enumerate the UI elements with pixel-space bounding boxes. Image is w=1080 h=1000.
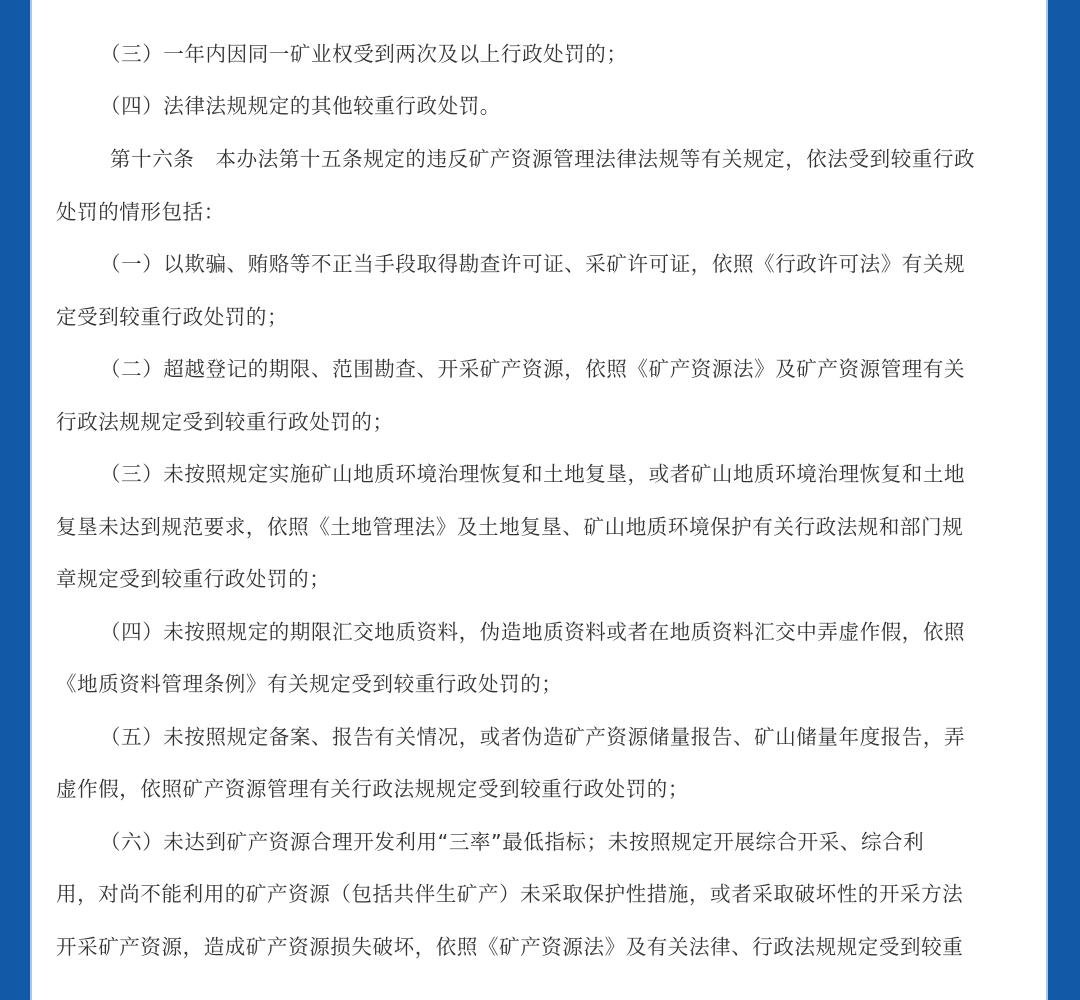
paragraph-line: 定受到较重行政处罚的； [56,305,289,329]
paragraph-line: 复垦未达到规范要求，依照《土地管理法》及土地复垦、矿山地质环境保护有关行政法规和部门规 [56,515,964,539]
paragraph-line: 章规定受到较重行政处罚的； [56,567,331,591]
paragraph-line: （三）未按照规定实施矿山地质环境治理恢复和土地复垦，或者矿山地质环境治理恢复和土地 [100,462,966,486]
paragraph-line: 处罚的情形包括： [56,200,225,224]
paragraph-line: （四）未按照规定的期限汇交地质资料，伪造地质资料或者在地质资料汇交中弄虚作假，依照 [100,620,966,644]
paragraph-line: （一）以欺骗、贿赂等不正当手段取得勘查许可证、采矿许可证，依照《行政许可法》有关规 [100,252,966,276]
paragraph-line: 虚作假，依照矿产资源管理有关行政法规规定受到较重行政处罚的； [56,777,689,801]
paragraph-line: （六）未达到矿产资源合理开发利用“三率”最低指标；未按照规定开展综合开采、综合利 [100,830,925,854]
paragraph-line: （三）一年内因同一矿业权受到两次及以上行政处罚的； [100,42,628,66]
paragraph-line: 行政法规规定受到较重行政处罚的； [56,410,394,434]
article-heading-line: 第十六条 本办法第十五条规定的违反矿产资源管理法律法规等有关规定，依法受到较重行政 [110,147,976,171]
paragraph-line: 《地质资料管理条例》有关规定受到较重行政处罚的； [56,672,563,696]
paragraph-line: （四）法律法规规定的其他较重行政处罚。 [100,94,501,118]
document-card [30,0,1048,1000]
paragraph-line: （二）超越登记的期限、范围勘查、开采矿产资源，依照《矿产资源法》及矿产资源管理有关 [100,357,966,381]
paragraph-line: 开采矿产资源，造成矿产资源损失破坏，依照《矿产资源法》及有关法律、行政法规规定受到较重 [56,935,964,959]
paragraph-line: （五）未按照规定备案、报告有关情况，或者伪造矿产资源储量报告、矿山储量年度报告，弄 [100,725,966,749]
paragraph-line: 用，对尚不能利用的矿产资源（包括共伴生矿产）未采取保护性措施，或者采取破坏性的开采方法 [56,882,964,906]
